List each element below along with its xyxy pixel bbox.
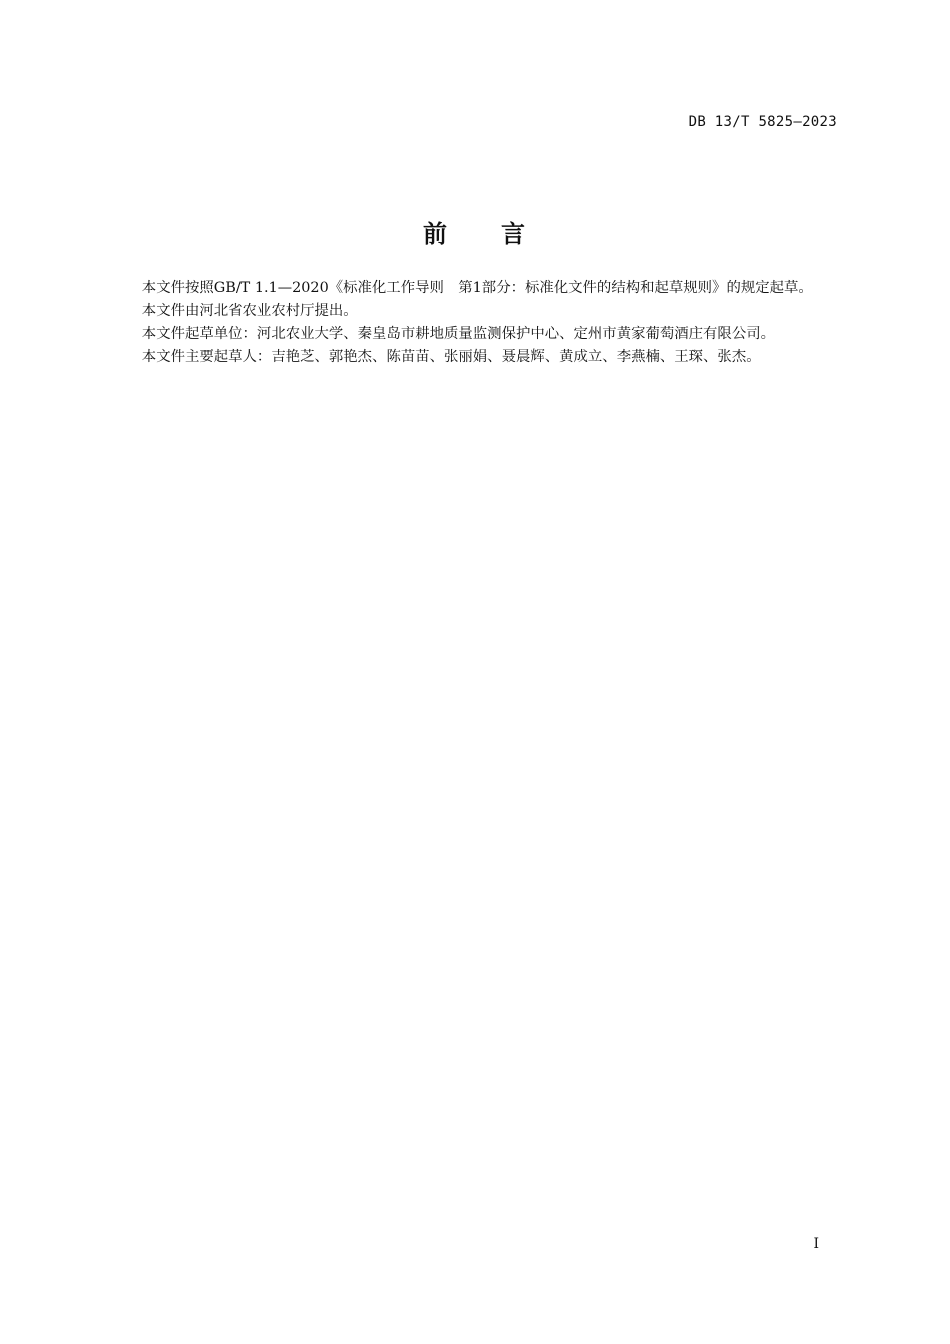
paragraph-drafting-basis: 本文件按照GB/T 1.1—2020《标准化工作导则 第1部分：标准化文件的结构和起草规则》的规定起草。 [141,280,813,296]
paragraph-proposer: 本文件由河北省农业农村厅提出。 [141,303,358,319]
document-code: DB 13/T 5825—2023 [688,114,837,130]
paragraph-drafters: 本文件主要起草人：吉艳芝、郭艳杰、陈苗苗、张丽娟、聂晨辉、黄成立、李燕楠、王琛、张杰。 [141,349,761,365]
page-title [0,214,950,249]
paragraph-drafting-units: 本文件起草单位：河北农业大学、秦皇岛市耕地质量监测保护中心、定州市黄家葡萄酒庄有限公司。 [141,326,775,342]
title-char-1: 前 [423,220,449,248]
foreword-body [113,277,838,369]
title-char-2: 言 [501,220,527,248]
page-number: I [813,1236,819,1252]
